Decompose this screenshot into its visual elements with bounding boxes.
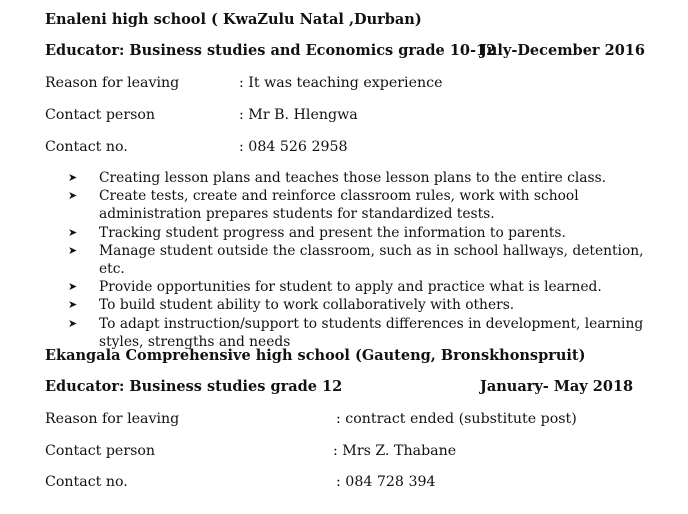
arrowhead-bullet-icon: ➤ bbox=[68, 225, 78, 239]
job1-contact-no-label: Contact no. bbox=[45, 139, 128, 155]
arrowhead-bullet-icon: ➤ bbox=[68, 298, 78, 312]
list-item bbox=[68, 315, 668, 351]
job1-reason-value: : It was teaching experience bbox=[239, 75, 443, 91]
duty-text: Tracking student progress and present the information to parents. bbox=[99, 224, 566, 241]
job2-reason-value: : contract ended (substitute post) bbox=[336, 411, 577, 427]
duty-text: To build student ability to work collaboratively with others. bbox=[99, 297, 515, 314]
duty-text: Manage student outside the classroom, such as in school hallways, detention, etc. bbox=[99, 242, 644, 278]
list-item bbox=[68, 224, 668, 242]
list-item bbox=[68, 187, 668, 223]
job1-duties-list bbox=[68, 169, 668, 351]
arrowhead-bullet-icon: ➤ bbox=[68, 243, 78, 257]
arrowhead-bullet-icon: ➤ bbox=[68, 316, 78, 330]
job1-role: Educator: Business studies and Economics grade 10-12 bbox=[45, 42, 497, 59]
job2-reason-label: Reason for leaving bbox=[45, 411, 180, 427]
duty-text: Creating lesson plans and teaches those lesson plans to the entire class. bbox=[99, 170, 607, 186]
arrowhead-bullet-icon: ➤ bbox=[68, 171, 78, 184]
duty-text: Create tests, create and reinforce classroom rules, work with school administration prepares students for standardized tests. bbox=[99, 188, 579, 223]
job2-contact-no-label: Contact no. bbox=[45, 474, 128, 490]
duty-text: To adapt instruction/support to students differences in development, learning styles, strengths and needs bbox=[99, 315, 644, 350]
job1-contact-no-value: : 084 526 2958 bbox=[239, 139, 348, 155]
job2-contact-no-value: : 084 728 394 bbox=[336, 474, 436, 490]
job1-period: July-December 2016 bbox=[480, 42, 645, 59]
list-item bbox=[68, 242, 668, 278]
job2-role: Educator: Business studies grade 12 bbox=[45, 378, 343, 395]
duty-text: Provide opportunities for student to apply and practice what is learned. bbox=[99, 279, 602, 296]
job1-reason-label: Reason for leaving bbox=[45, 75, 180, 91]
list-item bbox=[68, 278, 668, 296]
list-item bbox=[68, 296, 668, 314]
job2-contact-person-label: Contact person bbox=[45, 443, 156, 459]
job1-school-heading: Enaleni high school ( KwaZulu Natal ,Durban) bbox=[45, 11, 422, 28]
job1-contact-person-label: Contact person bbox=[45, 107, 156, 123]
job2-contact-person-value: : Mrs Z. Thabane bbox=[333, 443, 457, 459]
arrowhead-bullet-icon: ➤ bbox=[68, 189, 78, 203]
job2-period: January- May 2018 bbox=[480, 378, 634, 395]
list-item bbox=[68, 169, 668, 187]
job2-school-heading: Ekangala Comprehensive high school (Gauteng, Bronskhonspruit) bbox=[45, 347, 586, 364]
job1-contact-person-value: : Mr B. Hlengwa bbox=[239, 107, 358, 123]
arrowhead-bullet-icon: ➤ bbox=[68, 280, 78, 294]
